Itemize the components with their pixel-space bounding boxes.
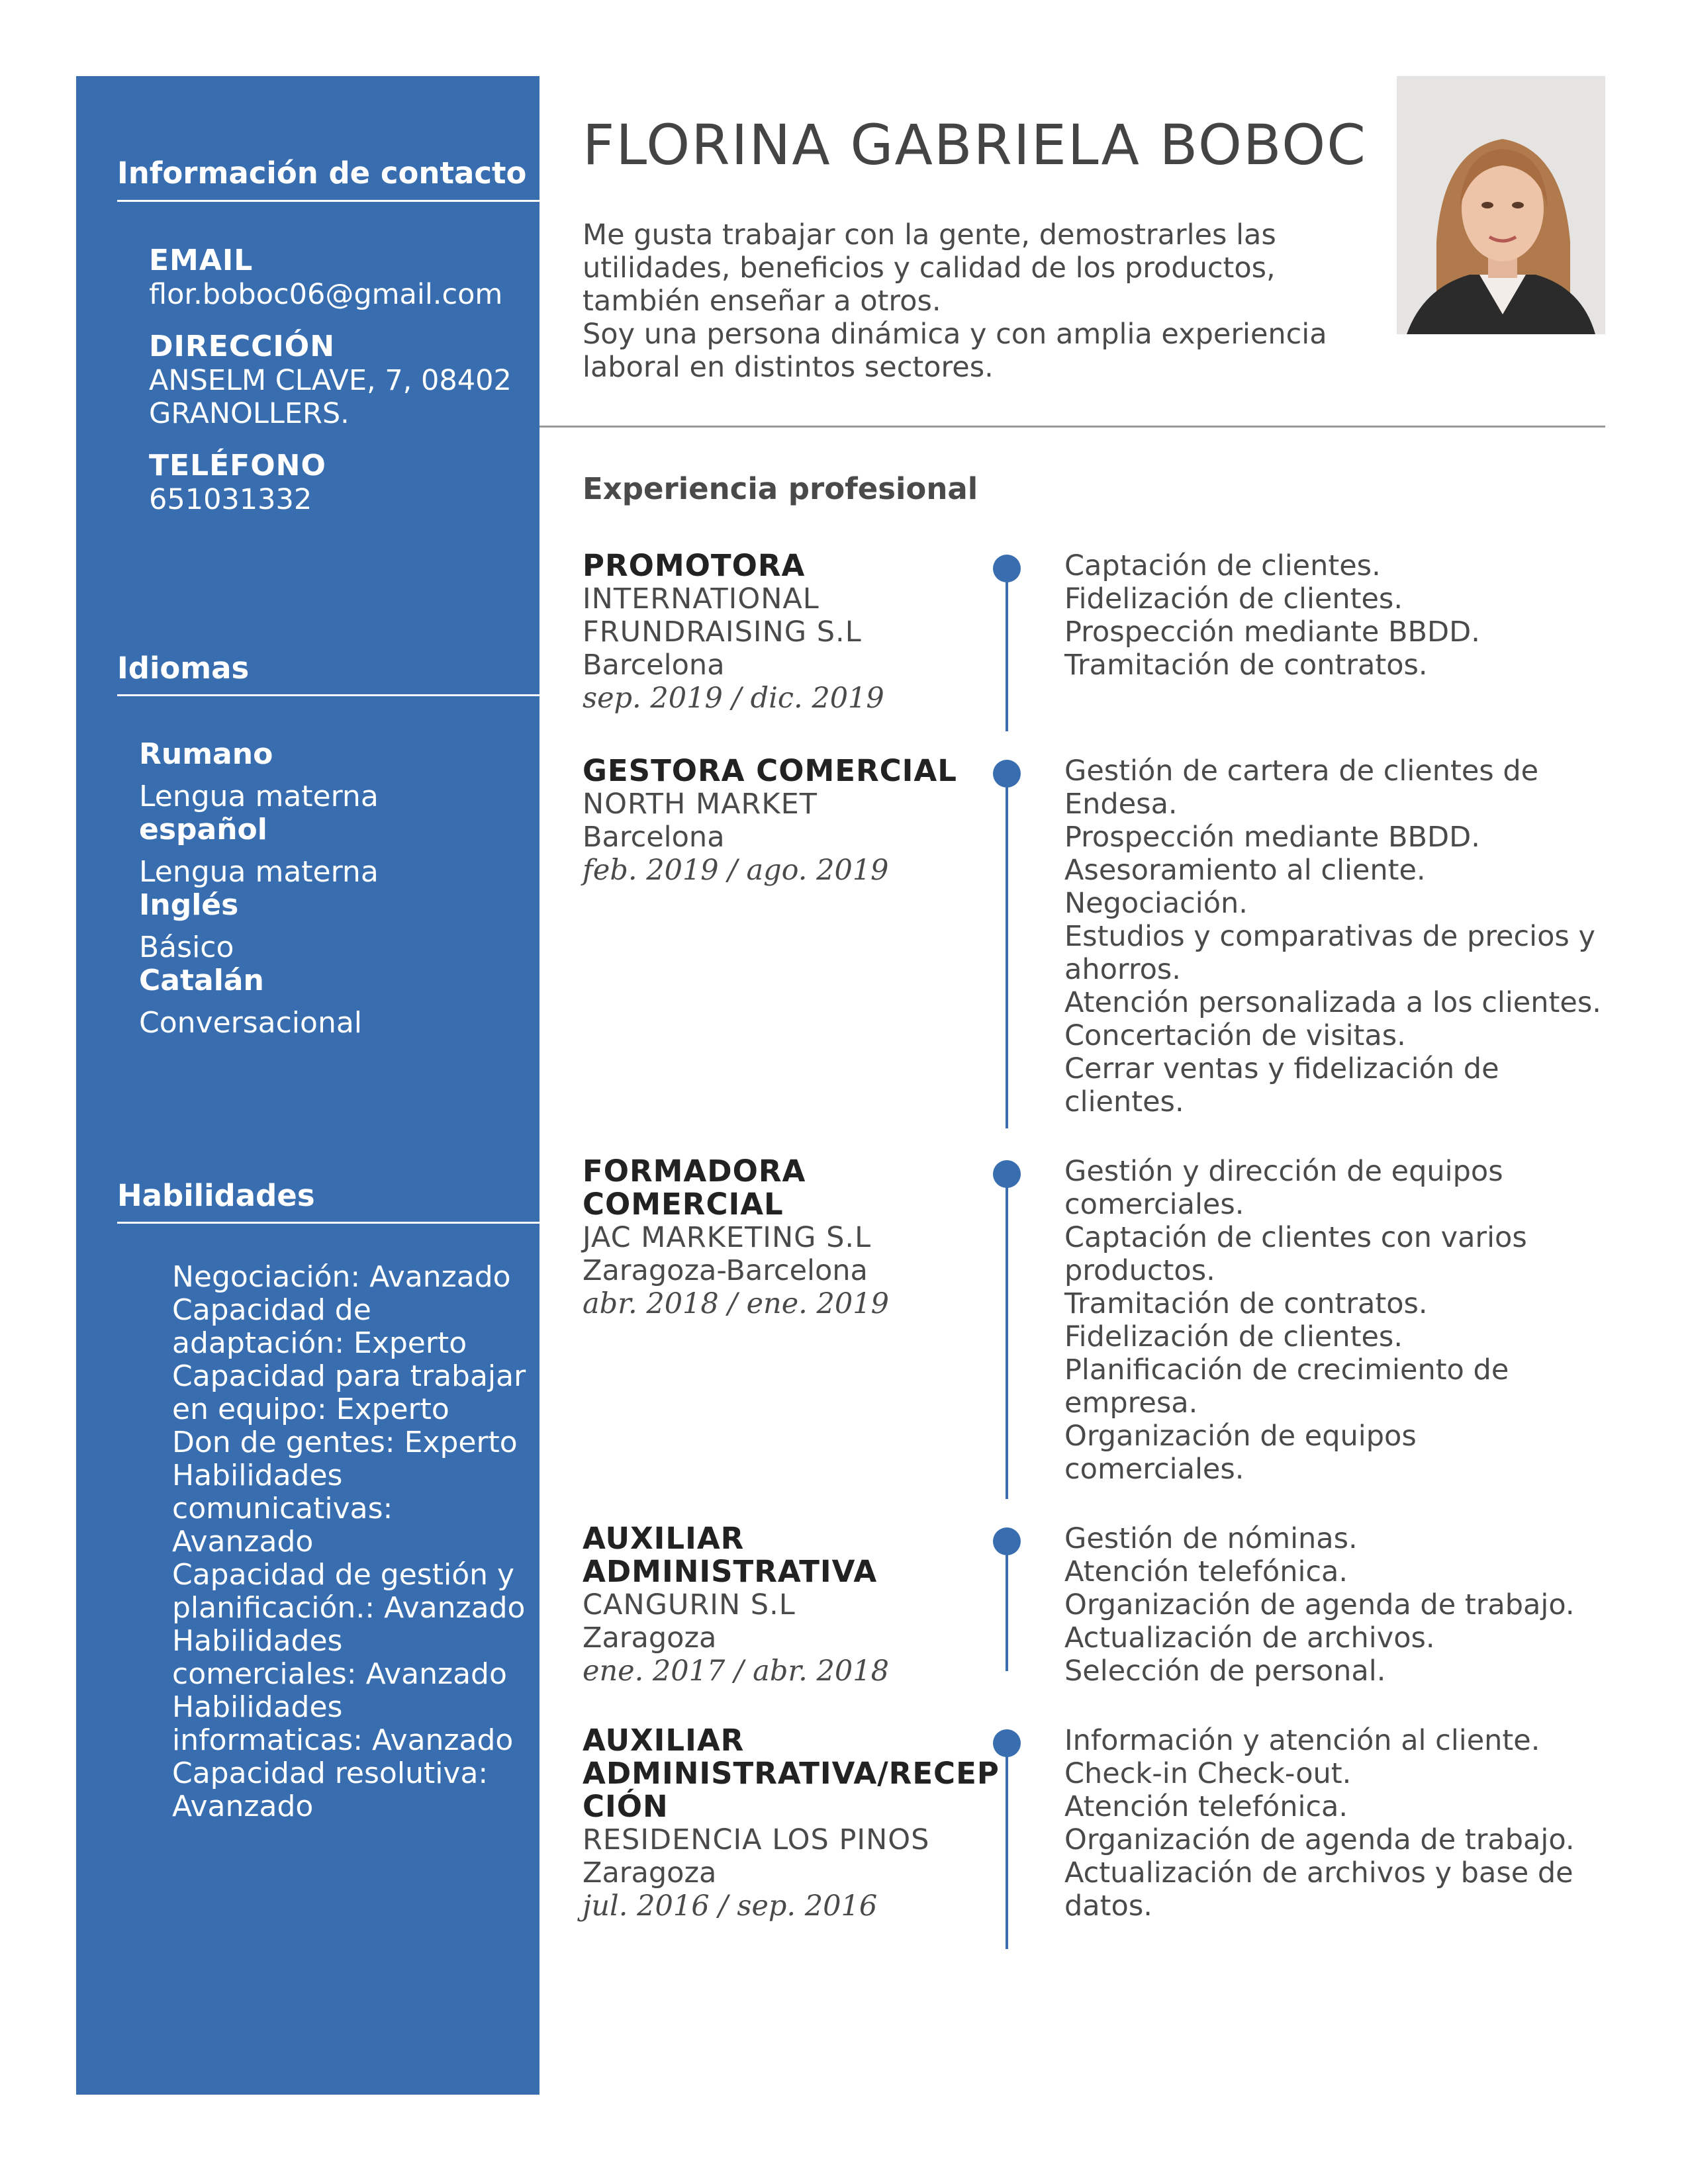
contact-info [149,244,526,516]
job-title: PROMOTORA [583,548,806,583]
language-item [139,964,523,1040]
skill-line: Habilidades [172,1624,343,1658]
timeline-line [1006,569,1008,731]
task-item: Actualización de archivos y base de [1064,1856,1573,1889]
task-item: Atención telefónica. [1064,1790,1348,1823]
task-item: Fidelización de clientes. [1064,1320,1403,1353]
timeline-line [1006,1175,1008,1499]
job-location: Zaragoza [583,1621,717,1655]
job-dates: ene. 2017 / abr. 2018 [583,1655,889,1688]
languages-section-title: Idiomas [117,651,250,686]
job-title: GESTORA COMERCIAL [583,753,957,788]
skill-line: adaptación: Experto [172,1326,467,1360]
task-item: Organización de agenda de trabajo. [1064,1823,1575,1856]
language-name: Inglés [139,888,239,922]
language-level: Lengua materna [139,780,379,813]
job-title: ADMINISTRATIVA/RECEP [583,1756,1000,1791]
task-item: Gestión y dirección de equipos [1064,1155,1503,1188]
task-item: Planificación de crecimiento de [1064,1353,1509,1387]
task-item: datos. [1064,1889,1152,1923]
job-location: Barcelona [583,821,725,854]
task-item: Selección de personal. [1064,1655,1386,1688]
skill-line: Capacidad de gestión y [172,1558,515,1592]
skill-line: en equipo: Experto [172,1392,449,1426]
skill-line: Habilidades [172,1690,343,1724]
job-dates: feb. 2019 / ago. 2019 [583,854,889,887]
job-title: AUXILIAR [583,1521,745,1556]
task-item: productos. [1064,1254,1215,1287]
skill-line: informaticas: Avanzado [172,1723,514,1757]
divider [117,694,539,696]
skills-list [172,1261,530,1823]
skill-line: Avanzado [172,1525,314,1559]
task-item: Endesa. [1064,788,1178,821]
task-item: Estudios y comparativas de precios y [1064,920,1595,953]
task-item: Cerrar ventas y fidelización de [1064,1052,1499,1085]
skill-line: comunicativas: [172,1492,393,1525]
task-item: Gestión de nóminas. [1064,1522,1358,1555]
language-item [139,738,523,813]
job-info [583,1522,980,1688]
job-info [583,754,980,887]
language-item [139,813,523,889]
profile-photo [1397,76,1605,334]
task-item: empresa. [1064,1387,1198,1420]
header-divider [539,426,1605,428]
task-item: Prospección mediante BBDD. [1064,615,1480,649]
task-item: Fidelización de clientes. [1064,582,1403,615]
job-dates: sep. 2019 / dic. 2019 [583,682,884,715]
company-name: FRUNDRAISING S.L [583,615,862,649]
skill-line: Negociación: Avanzado [172,1260,511,1294]
task-item: Asesoramiento al cliente. [1064,854,1426,887]
summary-line: Me gusta trabajar con la gente, demostrarles las [583,218,1276,251]
summary-line: utilidades, beneficios y calidad de los productos, [583,251,1276,285]
summary-line: laboral en distintos sectores. [583,351,994,384]
language-level: Básico [139,931,234,964]
task-item: comerciales. [1064,1453,1244,1486]
language-level: Conversacional [139,1006,363,1040]
task-item: Captación de clientes. [1064,549,1381,582]
divider [117,200,539,202]
job-info [583,1155,980,1320]
task-list [1064,1522,1614,1688]
company-name: NORTH MARKET [583,788,818,821]
task-item: Información y atención al cliente. [1064,1724,1540,1757]
task-item: Organización de equipos [1064,1420,1417,1453]
skill-line: Capacidad para trabajar [172,1359,526,1393]
job-title: ADMINISTRATIVA [583,1554,878,1589]
task-list [1064,754,1614,1118]
job-location: Barcelona [583,649,725,682]
task-list [1064,549,1614,682]
contact-section-title: Información de contacto [117,156,527,191]
timeline-line [1006,1744,1008,1949]
task-item: Prospección mediante BBDD. [1064,821,1480,854]
job-info [583,549,980,715]
job-title: CIÓN [583,1789,669,1824]
company-name: RESIDENCIA LOS PINOS [583,1823,930,1856]
task-list [1064,1155,1614,1486]
task-item: clientes. [1064,1085,1184,1118]
job-info [583,1723,1000,1923]
company-name: CANGURIN S.L [583,1588,796,1621]
job-location: Zaragoza-Barcelona [583,1254,868,1287]
job-title: COMERCIAL [583,1187,784,1222]
task-item: Tramitación de contratos. [1064,1287,1428,1320]
task-item: Check-in Check-out. [1064,1757,1352,1790]
task-item: ahorros. [1064,953,1181,986]
language-name: Catalán [139,964,264,997]
task-item: Tramitación de contratos. [1064,649,1428,682]
task-item: Gestión de cartera de clientes de [1064,754,1539,788]
address-line: ANSELM CLAVE, 7, 08402 [149,364,512,397]
skill-line: Avanzado [172,1790,314,1823]
language-item [139,889,523,964]
job-dates: jul. 2016 / sep. 2016 [583,1889,878,1923]
task-item: Organización de agenda de trabajo. [1064,1588,1575,1621]
skill-line: Don de gentes: Experto [172,1426,518,1459]
email-value: flor.boboc06@gmail.com [149,278,503,311]
sidebar [76,76,539,2095]
task-item: Negociación. [1064,887,1248,920]
job-dates: abr. 2018 / ene. 2019 [583,1287,889,1320]
address-label: DIRECCIÓN [149,330,336,363]
language-name: Rumano [139,737,273,771]
timeline-line [1006,774,1008,1128]
languages-list [139,738,523,1040]
skill-line: Habilidades [172,1459,343,1492]
skill-line: comerciales: Avanzado [172,1657,507,1691]
job-title: FORMADORA [583,1154,806,1189]
phone-value: 651031332 [149,483,312,516]
task-item: Concertación de visitas. [1064,1019,1406,1052]
task-item: Captación de clientes con varios [1064,1221,1527,1254]
job-title: AUXILIAR [583,1723,745,1758]
divider [117,1222,539,1224]
company-name: JAC MARKETING S.L [583,1221,872,1254]
task-item: Atención personalizada a los clientes. [1064,986,1601,1019]
task-item: comerciales. [1064,1188,1244,1221]
language-level: Lengua materna [139,855,379,889]
experience-section-title: Experiencia profesional [583,471,978,506]
summary-line: también enseñar a otros. [583,285,941,318]
job-location: Zaragoza [583,1856,717,1889]
timeline-line [1006,1542,1008,1671]
skill-line: planificación.: Avanzado [172,1591,526,1625]
task-item: Atención telefónica. [1064,1555,1348,1588]
language-name: español [139,813,267,846]
skill-line: Capacidad de [172,1293,371,1327]
email-label: EMAIL [149,244,254,277]
task-list [1064,1724,1614,1923]
company-name: INTERNATIONAL [583,582,820,615]
skill-line: Capacidad resolutiva: [172,1756,489,1790]
person-name: FLORINA GABRIELA BOBOC [583,113,1367,177]
summary-line: Soy una persona dinámica y con amplia experiencia [583,318,1327,351]
address-line: GRANOLLERS. [149,397,350,430]
profile-summary [583,218,1364,384]
skills-section-title: Habilidades [117,1178,315,1213]
task-item: Actualización de archivos. [1064,1621,1435,1655]
phone-label: TELÉFONO [149,449,326,482]
